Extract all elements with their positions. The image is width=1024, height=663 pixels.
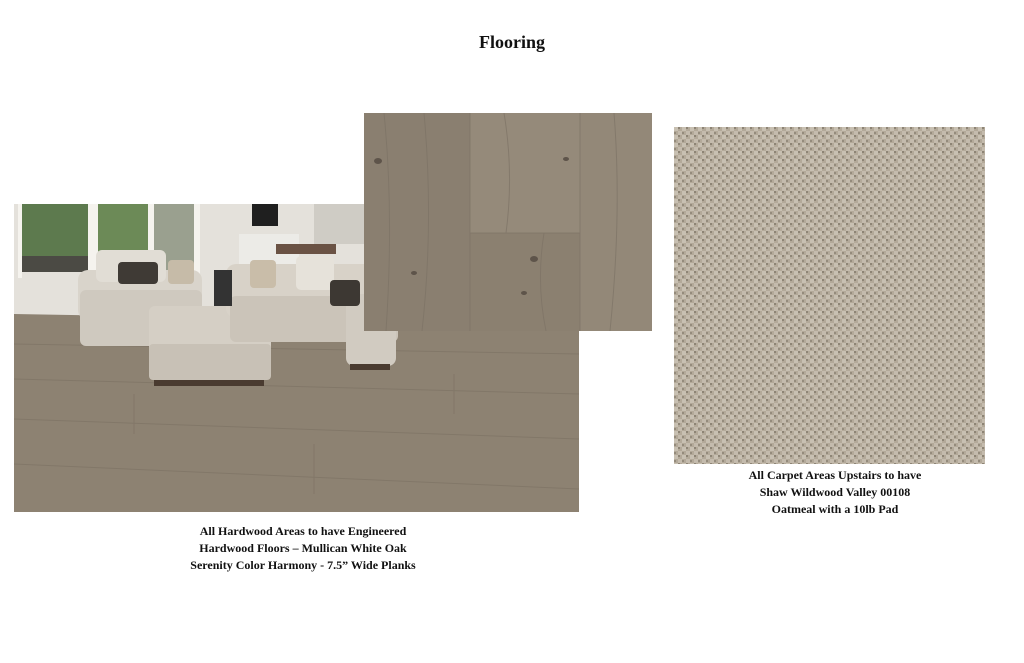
hardwood-caption-line: Hardwood Floors – Mullican White Oak	[199, 541, 407, 555]
carpet-caption-line: Oatmeal with a 10lb Pad	[771, 502, 899, 516]
hardwood-caption-line: All Hardwood Areas to have Engineered	[199, 524, 407, 538]
carpet-caption-line: Shaw Wildwood Valley 00108	[759, 485, 911, 499]
hardwood-swatch	[364, 113, 652, 331]
hardwood-caption-line: Serenity Color Harmony - 7.5” Wide Planks	[190, 558, 416, 572]
carpet-caption-line: All Carpet Areas Upstairs to have	[748, 468, 922, 482]
page-title: Flooring	[479, 32, 545, 52]
carpet-swatch	[674, 127, 985, 464]
carpet-caption	[680, 467, 990, 518]
hardwood-caption	[148, 523, 458, 574]
